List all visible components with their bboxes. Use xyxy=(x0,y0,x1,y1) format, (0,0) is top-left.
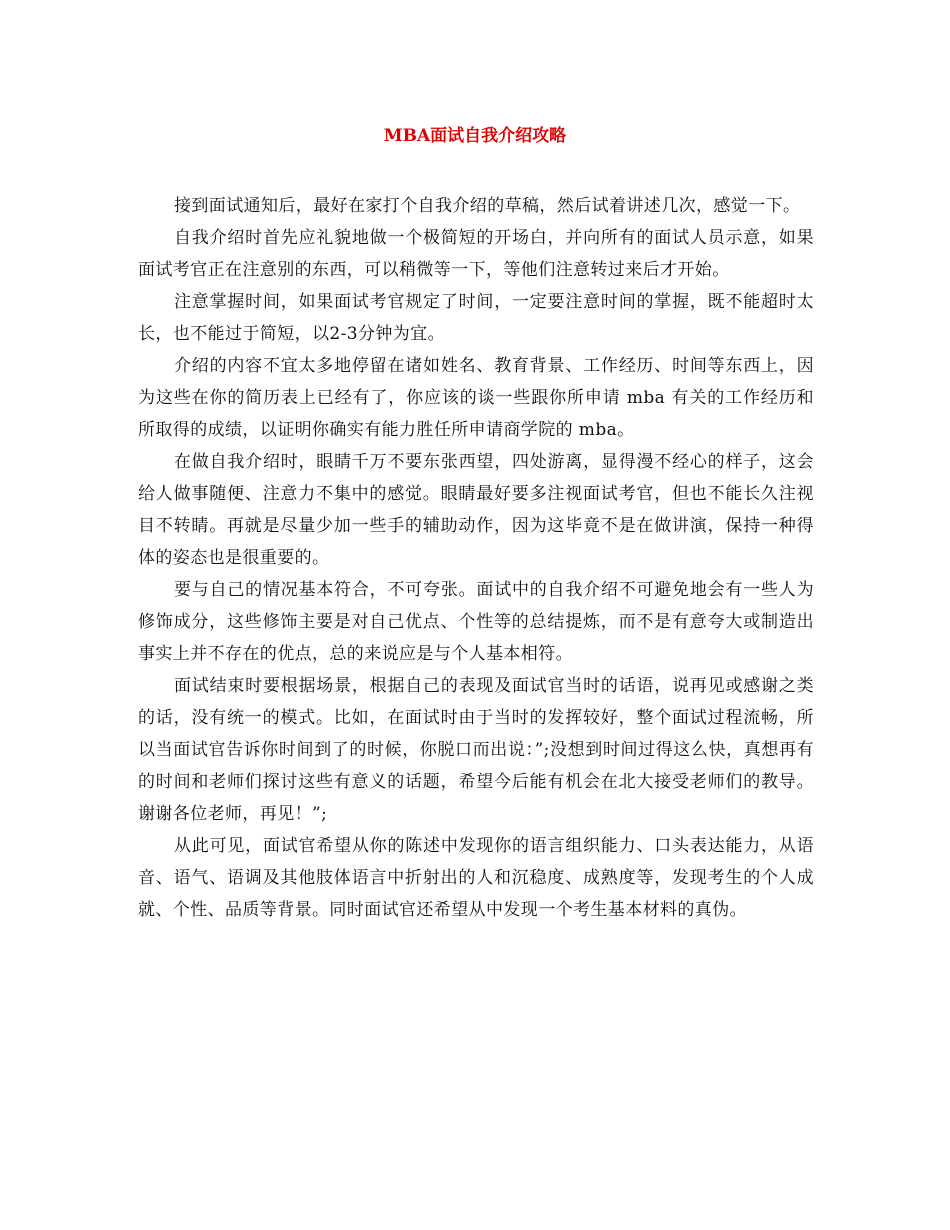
paragraph-8: 从此可见，面试官希望从你的陈述中发现你的语言组织能力、口头表达能力，从语音、语气、语调及其他肢体语言中折射出的人和沉稳度、成熟度等，发现考生的个人成就、个性、品质等背景。同时面试官还希望从中发现一个考生基本材料的真伪。 xyxy=(138,836,814,920)
paragraph-6: 要与自己的情况基本符合，不可夸张。面试中的自我介绍不可避免地会有一些人为修饰成分，这些修饰主要是对自己优点、个性等的总结提炼，而不是有意夸大或制造出事实上并不存在的优点，总的来说应是与个人基本相符。 xyxy=(138,580,814,664)
paragraph-7: 面试结束时要根据场景，根据自己的表现及面试官当时的话语，说再见或感谢之类的话，没有统一的模式。比如，在面试时由于当时的发挥较好，整个面试过程流畅，所以当面试官告诉你时间到了的时候，你脱口而出说：”;没想到时间过得这么快，真想再有的时间和老师们探讨这些有意义的话题，希望今后能有机会在北大接受老师们的教导。谢谢各位老师，再见！”; xyxy=(138,676,814,824)
paragraph-4: 介绍的内容不宜太多地停留在诸如姓名、教育背景、工作经历、时间等东西上，因为这些在你的简历表上已经有了，你应该的谈一些跟你所申请 mba 有关的工作经历和所取得的成绩，以证明你确实有能力胜任所申请商学院的 mba。 xyxy=(138,356,814,440)
paragraph-2: 自我介绍时首先应礼貌地做一个极简短的开场白，并向所有的面试人员示意，如果面试考官正在注意别的东西，可以稍微等一下，等他们注意转过来后才开始。 xyxy=(138,228,814,280)
paragraph-3: 注意掌握时间，如果面试考官规定了时间，一定要注意时间的掌握，既不能超时太长，也不能过于简短，以2-3分钟为宜。 xyxy=(138,292,814,344)
paragraph-5: 在做自我介绍时，眼睛千万不要东张西望，四处游离，显得漫不经心的样子，这会给人做事随便、注意力不集中的感觉。眼睛最好要多注视面试考官，但也不能长久注视目不转睛。再就是尽量少加一些手的辅助动作，因为这毕竟不是在做讲演，保持一种得体的姿态也是很重要的。 xyxy=(138,452,814,568)
paragraph-1: 接到面试通知后，最好在家打个自我介绍的草稿，然后试着讲述几次，感觉一下。 xyxy=(174,196,801,216)
document-body xyxy=(138,190,814,926)
document-title: MBA面试自我介绍攻略 xyxy=(383,126,567,146)
